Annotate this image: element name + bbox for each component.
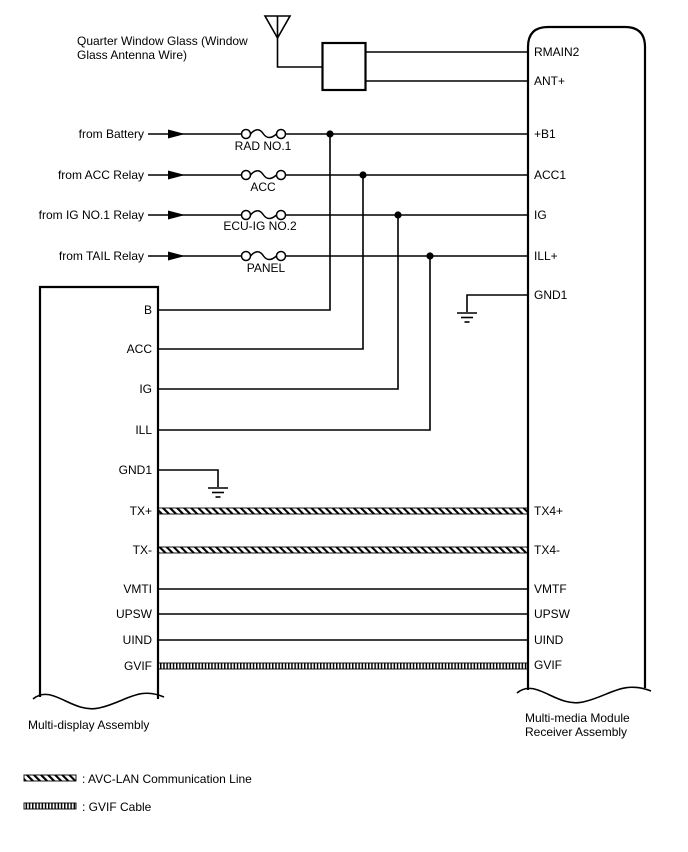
junction-dot [426, 252, 433, 259]
pin-left-gnd1: GND1 [118, 463, 152, 477]
antenna-amplifier-box [323, 43, 366, 90]
avc-lan-line-tx-minus [158, 547, 528, 553]
left-box-title: Multi-display Assembly [28, 718, 150, 732]
source-label-ig-relay: from IG NO.1 Relay [38, 208, 144, 222]
pin-right-upsw: UPSW [534, 607, 570, 621]
pin-left-ill: ILL [135, 423, 152, 437]
legend-label-avc-lan: : AVC-LAN Communication Line [82, 772, 252, 786]
pin-left-tx-minus: TX- [132, 543, 152, 557]
pin-left-upsw: UPSW [116, 607, 152, 621]
junction-dot [359, 171, 366, 178]
pin-right-gvif: GVIF [534, 658, 563, 672]
junction-dot [326, 130, 333, 137]
fuse-label-panel: PANEL [246, 261, 286, 275]
fuse-label-acc: ACC [250, 180, 276, 194]
pin-left-tx-plus: TX+ [129, 504, 152, 518]
pin-right-tx4-minus: TX4- [534, 543, 561, 557]
pin-left-gvif: GVIF [123, 659, 152, 673]
junction-dot [394, 211, 401, 218]
pin-right-vmtf: VMTF [534, 582, 567, 596]
pin-left-uind: UIND [122, 633, 152, 647]
pin-right-rmain2: RMAIN2 [534, 45, 580, 59]
pin-right-gnd1: GND1 [534, 288, 568, 302]
pin-right-acc1: ACC1 [534, 168, 567, 182]
avc-lan-line-tx-plus [158, 508, 528, 514]
source-label-acc-relay: from ACC Relay [57, 168, 144, 182]
source-label-tail-relay: from TAIL Relay [58, 249, 144, 263]
legend-swatch-avc-lan [24, 775, 76, 781]
pin-left-vmti: VMTI [123, 582, 152, 596]
pin-right-b1: +B1 [534, 127, 556, 141]
gvif-cable-line [158, 663, 528, 669]
fuse-label-ecu-ig: ECU-IG NO.2 [223, 219, 297, 233]
pin-left-acc: ACC [126, 342, 152, 356]
right-box-title-line2: Receiver Assembly [525, 725, 628, 739]
antenna-label-line1: Quarter Window Glass (Window [77, 34, 248, 48]
right-box-title-line1: Multi-media Module [525, 711, 630, 725]
pin-left-b: B [143, 303, 152, 317]
pin-right-ig: IG [534, 208, 547, 222]
antenna-label-line2: Glass Antenna Wire) [77, 48, 188, 62]
pin-right-tx4-plus: TX4+ [534, 504, 564, 518]
source-label-battery: from Battery [78, 127, 144, 141]
legend-label-gvif: : GVIF Cable [82, 800, 152, 814]
pin-right-ant-plus: ANT+ [534, 74, 566, 88]
pin-right-uind: UIND [534, 633, 564, 647]
pin-right-ill-plus: ILL+ [534, 249, 558, 263]
fuse-label-rad-no1: RAD NO.1 [234, 139, 292, 153]
legend-swatch-gvif [24, 803, 76, 809]
pin-left-ig: IG [139, 382, 152, 396]
